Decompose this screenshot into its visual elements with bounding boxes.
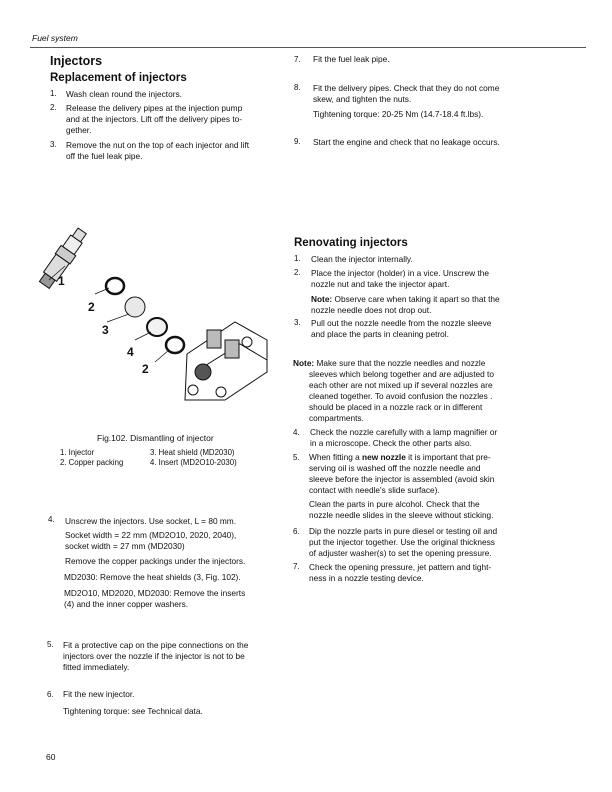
step-text: Remove the nut on the top of each injector and lift off the fuel leak pipe.	[66, 140, 250, 161]
step-number: 2.	[294, 268, 301, 277]
note-first-line	[293, 358, 485, 369]
copper-packing-drawing	[106, 278, 124, 294]
step-number: 5.	[293, 453, 300, 462]
step-text: Start the engine and check that no leakage occurs.	[313, 137, 500, 147]
legend-item: 4. Insert (MD2O10-2030)	[150, 458, 237, 467]
legend-item: 3. Heat shield (MD2030)	[150, 448, 235, 457]
step-text: Check the opening pressure, jet pattern and tight- ness in a nozzle testing device.	[309, 562, 492, 583]
step-number: 6.	[293, 527, 300, 536]
page-number: 60	[46, 752, 56, 762]
step-detail: Tightening torque: 20-25 Nm (14.7-18.4 ft.lbs).	[313, 109, 484, 119]
note-label: Note:	[293, 358, 315, 368]
page-title: Injectors	[50, 54, 103, 68]
section-header: Fuel system	[32, 33, 78, 43]
figure-caption: Fig.102. Dismantling of injector	[97, 433, 214, 443]
step-number: 1.	[50, 89, 57, 98]
step-text: Wash clean round the injectors.	[66, 89, 182, 99]
step-detail: Tightening torque: see Technical data.	[63, 706, 203, 716]
step-text: Fit the new injector.	[63, 689, 135, 699]
step-number: 8.	[294, 83, 301, 92]
step-note	[311, 294, 500, 316]
step-number: 7.	[293, 562, 300, 571]
step-text: Check the nozzle carefully with a lamp magnifier or in a microscope. Check the other parts also.	[310, 427, 498, 448]
step-text: Release the delivery pipes at the injection pump and at the injectors. Lift off the delivery pipes to- gether.	[66, 103, 243, 135]
callout-4: 4	[127, 345, 134, 359]
step-number: 3.	[50, 140, 57, 149]
step-number: 2.	[50, 103, 57, 112]
step-number: 7.	[294, 55, 301, 64]
step-number: 4.	[48, 515, 55, 524]
insert-drawing	[147, 318, 167, 336]
section-title-renovating: Renovating injectors	[294, 237, 408, 249]
step-text	[309, 452, 491, 463]
step-text: Place the injector (holder) in a vice. Unscrew the nozzle nut and take the injector apart.	[311, 268, 490, 289]
emphasis-new-nozzle: new nozzle	[362, 452, 406, 462]
note-text: Observe care when taking it apart so that the nozzle needle does not drop out.	[311, 294, 500, 315]
callout-3: 3	[102, 323, 109, 337]
header-rule	[30, 47, 586, 48]
legend-item: 1. Injector	[60, 448, 95, 457]
step-number: 1.	[294, 254, 301, 263]
step-text: Fit the fuel leak pipe.	[313, 54, 390, 64]
note-text: Make sure that the nozzle needles and nozzle	[314, 358, 486, 368]
step-number: 5.	[47, 640, 54, 649]
step-text: Fit the delivery pipes. Check that they do not come skew, and tighten the nuts.	[313, 83, 500, 104]
callout-1: 1	[58, 274, 65, 288]
callout-2: 2	[88, 300, 95, 314]
step-number: 3.	[294, 318, 301, 327]
step-text: Clean the injector internally.	[311, 254, 413, 264]
step-detail: Remove the copper packings under the injectors.	[65, 556, 246, 566]
step-detail: Socket width = 22 mm (MD2O10, 2020, 2040), socket width = 27 mm (MD2030)	[65, 530, 237, 551]
step-text-part: it is important that pre-	[405, 452, 491, 462]
step-detail: Clean the parts in pure alcohol. Check that the nozzle needle slides in the sleeve without sticking.	[309, 499, 494, 520]
step-number: 4.	[293, 428, 300, 437]
callout-2b: 2	[142, 362, 149, 376]
step-text: Dip the nozzle parts in pure diesel or testing oil and put the injector together. Use the original thickness of adjuster washer(s) to set the opening pressure.	[309, 526, 498, 558]
step-detail: MD2030: Remove the heat shields (3, Fig. 102).	[64, 572, 241, 582]
note-text-cont: sleeves which belong together and are adjusted to each other are not mixed up if several nozzles are cleaned together. To avoid confusion the nozzles . should be placed in a nozzle rack or in different compartments.	[309, 369, 494, 423]
step-detail: MD2O10, MD2020, MD2030: Remove the inserts (4) and the inner copper washers.	[64, 588, 246, 609]
step-text: Pull out the nozzle needle from the nozzle sleeve and place the parts in cleaning petrol.	[311, 318, 492, 339]
step-text-cont: serving oil is washed off the nozzle needle and sleeve before the injector is assembled (avoid skin contact with needle's slide surface).	[309, 463, 495, 495]
legend-item: 2. Copper packing	[60, 458, 124, 467]
step-number: 9.	[294, 137, 301, 146]
section-title-replacement: Replacement of injectors	[50, 72, 187, 84]
injector-exploded-diagram	[35, 222, 275, 427]
step-text: Unscrew the injectors. Use socket, L = 80 mm.	[65, 516, 236, 526]
step-number: 6.	[47, 690, 54, 699]
note-label: Note:	[311, 294, 333, 304]
step-text-part: When fitting a	[309, 452, 360, 462]
step-text: Fit a protective cap on the pipe connections on the injectors over the nozzle if the injector is not to be fitted immediately.	[63, 640, 249, 672]
